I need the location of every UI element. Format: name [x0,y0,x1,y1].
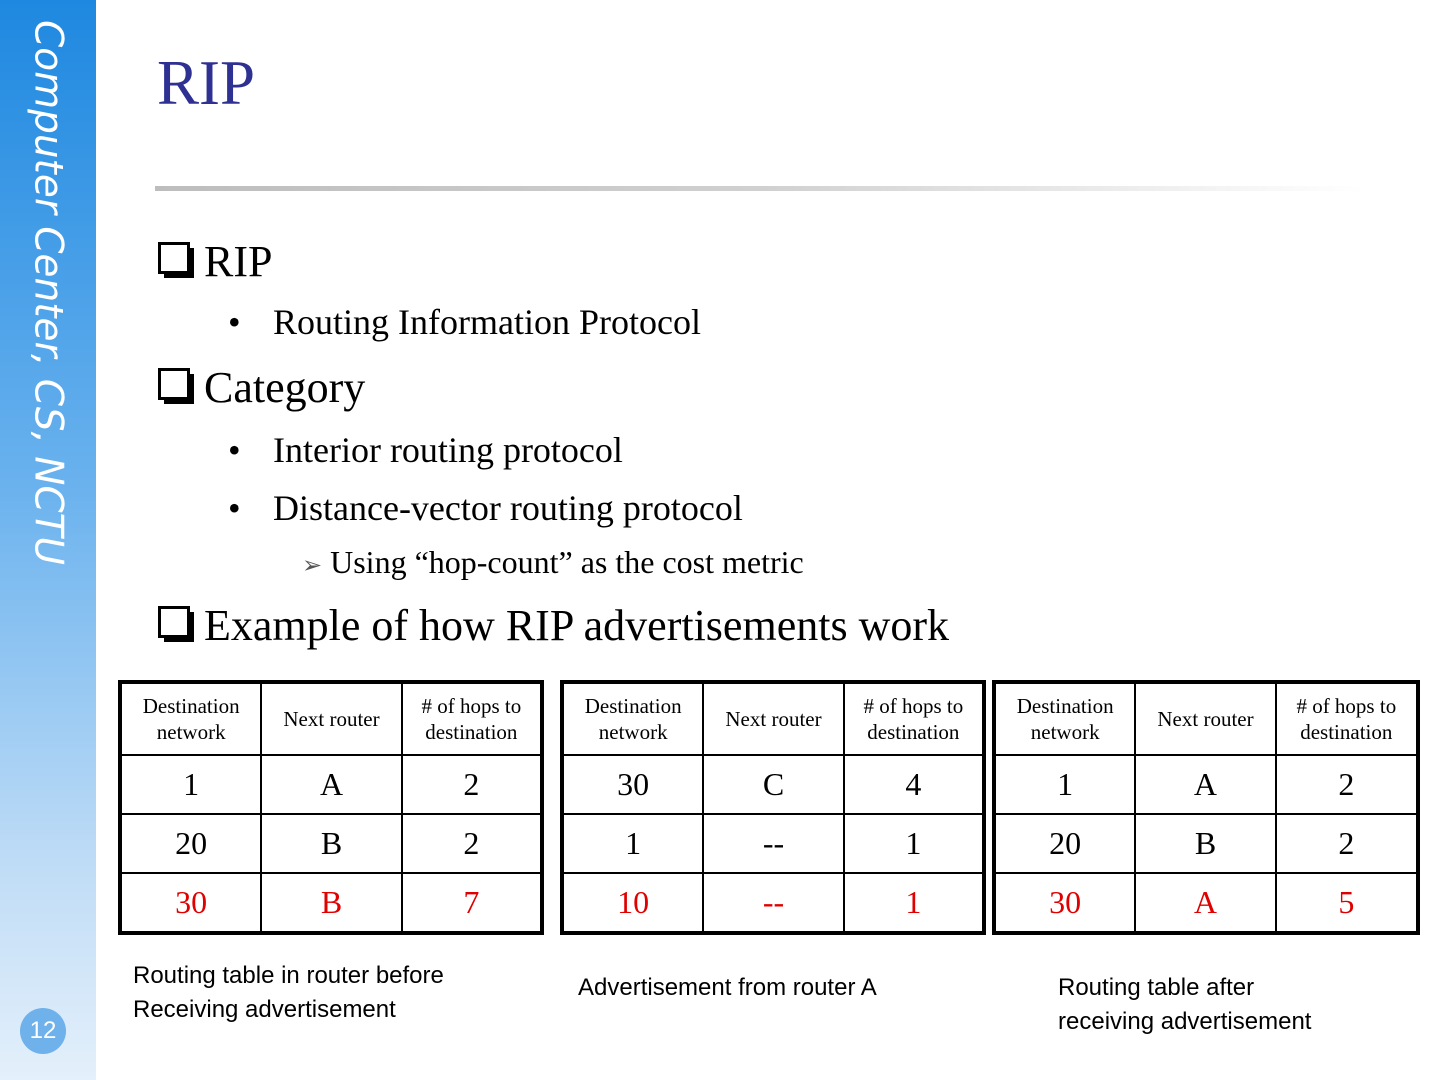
dot-bullet-icon: • [228,488,241,528]
table-row-highlighted: 30 A 5 [994,873,1418,933]
header-destination: Destination network [562,682,703,755]
header-hops: # of hops to destination [844,682,984,755]
checkbox-bullet-icon [158,242,190,274]
sidebar-org-text: Computer Center, CS, NCTU [25,20,71,566]
checkbox-bullet-icon [158,368,190,400]
advertisement-table [560,680,986,935]
routing-table-before [118,680,544,935]
table-row: 20 B 2 [120,814,542,873]
caption-advertisement: Advertisement from router A [578,974,877,1001]
sub-bullet-interior: • Interior routing protocol [228,430,623,470]
sub-sub-bullet-hop-count: ➢ Using “hop-count” as the cost metric [302,544,804,580]
header-hops: # of hops to destination [402,682,542,755]
table-header-row [120,682,542,755]
title-divider [155,186,1365,191]
arrow-bullet-icon: ➢ [302,553,323,579]
dot-bullet-icon: • [228,430,241,470]
table-row-highlighted: 10 -- 1 [562,873,984,933]
checkbox-bullet-icon [158,606,190,638]
routing-table-after [992,680,1420,935]
header-hops: # of hops to destination [1276,682,1418,755]
table-row: 1 A 2 [120,755,542,814]
caption-table-after: Routing table after receiving advertisement [1058,974,1312,1035]
bullet-category: Category [158,366,365,410]
bullet-rip: RIP [158,240,272,284]
header-next-router: Next router [703,682,843,755]
caption-table-before: Routing table in router before Receiving advertisement [133,962,444,1023]
table-row: 30 C 4 [562,755,984,814]
slide-title: RIP [157,48,256,118]
header-destination: Destination network [994,682,1135,755]
table-header-row [994,682,1418,755]
sidebar [0,0,96,1080]
table-row-highlighted: 30 B 7 [120,873,542,933]
dot-bullet-icon: • [228,302,241,342]
sub-bullet-distance-vector: • Distance-vector routing protocol [228,488,743,528]
header-next-router: Next router [261,682,401,755]
table-row: 20 B 2 [994,814,1418,873]
table-header-row [562,682,984,755]
table-row: 1 -- 1 [562,814,984,873]
header-next-router: Next router [1135,682,1275,755]
page-number-badge: 12 [20,1008,66,1054]
header-destination: Destination network [120,682,261,755]
bullet-example: Example of how RIP advertisements work [158,604,949,648]
sub-bullet-rip-expansion: • Routing Information Protocol [228,302,701,342]
table-row: 1 A 2 [994,755,1418,814]
